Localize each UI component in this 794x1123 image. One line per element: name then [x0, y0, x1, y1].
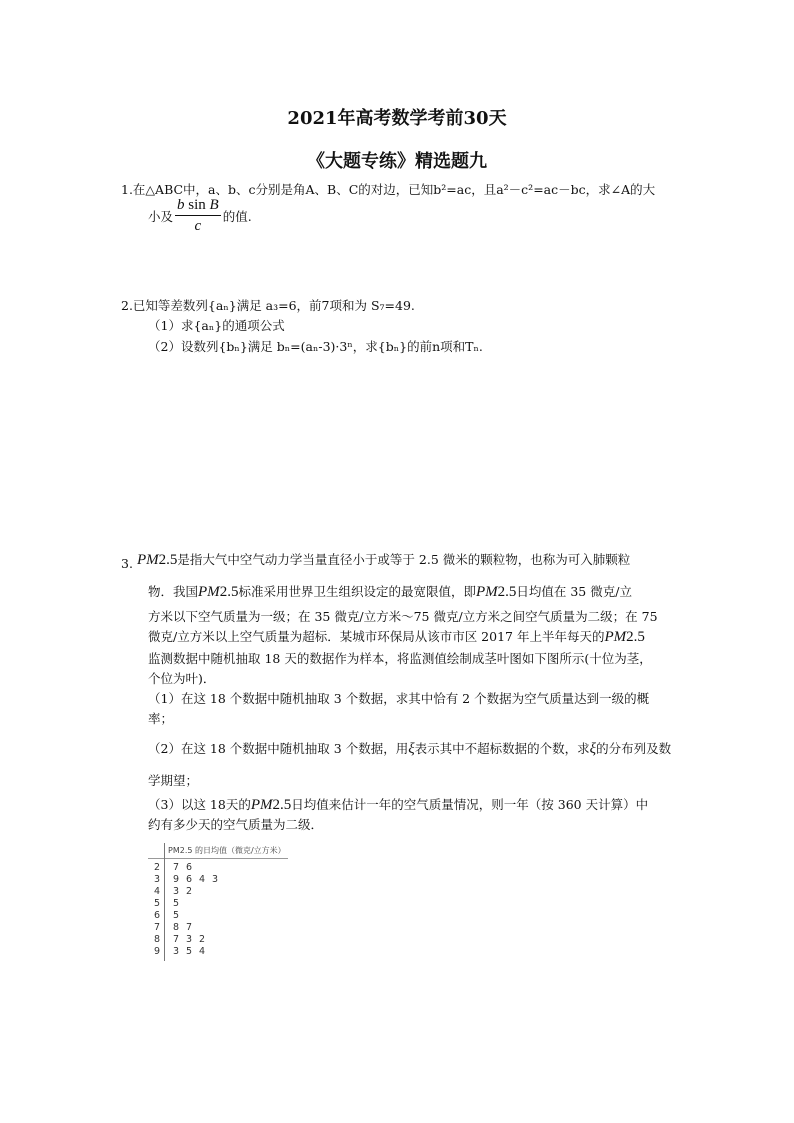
leaf-4-1: 2	[186, 886, 193, 897]
q3-part2-a: （2）在这 18 个数据中随机抽取 3 个数据，用	[148, 741, 409, 756]
q3-part2-c: 的分布列及数	[596, 741, 672, 756]
q3-line2-b: 标准采用世界卫生组织设定的最宽限值，即	[238, 584, 476, 599]
q3-part1-line2: 率；	[148, 711, 174, 726]
stem-leaf-divider	[164, 843, 165, 961]
q3-line1-text: 是指大气中空气动力学当量直径小于或等于 2.5 微米的颗粒物，也称为可入肺颗粒	[177, 552, 631, 567]
q2-part1: （1）求{aₙ}的通项公式	[148, 318, 285, 333]
stem-leaf-plot	[148, 843, 298, 963]
q3-part2-line1	[148, 739, 671, 758]
q3-pm-value-2: 2.5	[219, 584, 239, 600]
q2-line1: 2.已知等差数列{aₙ}满足 a₃=6，前7项和为 S₇=49.	[121, 298, 415, 313]
q3-part2-b: 表示其中不超标数据的个数，求	[414, 741, 590, 756]
q3-number: 3.	[121, 556, 133, 571]
q3-pm-value-4: 2.5	[626, 629, 645, 645]
leaf-2-0: 7	[173, 862, 180, 873]
stem-7: 7	[154, 922, 161, 933]
q3-line4	[148, 627, 645, 646]
q3-pm-label-2: PM	[198, 584, 220, 600]
stem-5: 5	[154, 898, 161, 909]
leaf-9-2: 4	[199, 946, 206, 957]
stem-8: 8	[154, 934, 161, 945]
q3-line4-a: 微克/立方米以上空气质量为超标．某城市环保局从该市市区 2017 年上半年每天的	[148, 629, 605, 644]
q3-pm-value-5: 2.5	[272, 797, 292, 813]
q3-pm-value-3: 2.5	[497, 584, 517, 600]
q1-fraction-numerator	[175, 198, 221, 216]
q3-part1-line1: （1）在这 18 个数据中随机抽取 3 个数据，求其中恰有 2 个数据为空气质量达到一级的概	[148, 691, 650, 706]
leaf-5-0: 5	[173, 898, 180, 909]
q3-part3-line2: 约有多少天的空气质量为二级．	[148, 817, 324, 832]
q1-fraction	[175, 198, 221, 234]
q1-line2	[148, 198, 252, 234]
q3-xi-symbol-2: ξ	[589, 741, 597, 757]
q3-pm-label-4: PM	[604, 629, 627, 645]
leaf-3-1: 6	[186, 874, 193, 885]
leaf-8-2: 2	[199, 934, 206, 945]
leaf-3-0: 9	[173, 874, 180, 885]
q1-fraction-denominator: c	[194, 218, 202, 234]
leaf-2-1: 6	[186, 862, 193, 873]
q3-part3-line1	[148, 795, 648, 814]
q3-pm-value: 2.5	[158, 552, 178, 568]
doc-subtitle: 《大题专练》精选题九	[307, 151, 487, 172]
q1-suffix: 的值.	[222, 209, 252, 224]
q3-part2-line2: 学期望；	[148, 773, 199, 788]
leaf-9-0: 3	[173, 946, 180, 957]
stem-leaf-header: PM2.5 的日均值（微克/立方米）	[168, 846, 286, 855]
q2-part2: （2）设数列{bₙ}满足 bₙ=(aₙ-3)·3ⁿ，求{bₙ}的前n项和Tₙ.	[148, 339, 483, 354]
q1-prefix: 小及	[148, 209, 174, 224]
leaf-4-0: 3	[173, 886, 180, 897]
q3-pm-label-5: PM	[250, 797, 273, 813]
q3-pm-label: PM	[137, 552, 159, 568]
q3-pm-label-3: PM	[475, 584, 498, 600]
stem-leaf-header-rule	[148, 858, 288, 859]
q3-line2	[148, 582, 632, 601]
doc-title: 2021年高考数学考前30天	[287, 108, 507, 129]
q3-line3: 方米以下空气质量为一级；在 35 微克/立方米～75 微克/立方米之间空气质量为二级；在 75	[148, 609, 658, 624]
q3-part3-a: （3）以这 18天的	[148, 797, 251, 812]
q3-line1	[137, 550, 630, 569]
leaf-7-1: 7	[186, 922, 193, 933]
leaf-9-1: 5	[186, 946, 193, 957]
q1-line1: 1.在△ABC中，a、b、c分别是角A、B、C的对边，已知b²=ac，且a²－c²=ac－bc，求∠A的大	[121, 182, 656, 197]
leaf-3-2: 4	[199, 874, 206, 885]
leaf-8-1: 3	[186, 934, 193, 945]
stem-3: 3	[154, 874, 161, 885]
q1-num-b: b	[177, 197, 185, 213]
q1-num-sin: sin	[188, 197, 206, 213]
q1-num-B: B	[209, 197, 219, 213]
q3-line2-c: 日均值在 35 微克/立	[516, 584, 632, 599]
q3-line2-a: 物．我国	[148, 584, 199, 599]
stem-6: 6	[154, 910, 161, 921]
stem-4: 4	[154, 886, 161, 897]
leaf-7-0: 8	[173, 922, 180, 933]
q3-xi-symbol: ξ	[408, 741, 415, 757]
leaf-8-0: 7	[173, 934, 180, 945]
q3-line5: 监测数据中随机抽取 18 天的数据作为样本，将监测值绘制成茎叶图如下图所示(十位为茎，	[148, 651, 652, 666]
q3-part3-b: 日均值来估计一年的空气质量情况，则一年（按 360 天计算）中	[291, 797, 649, 812]
q3-line6: 个位为叶)．	[148, 671, 216, 686]
stem-9: 9	[154, 946, 161, 957]
leaf-6-0: 5	[173, 910, 180, 921]
leaf-3-3: 3	[212, 874, 219, 885]
stem-2: 2	[154, 862, 161, 873]
